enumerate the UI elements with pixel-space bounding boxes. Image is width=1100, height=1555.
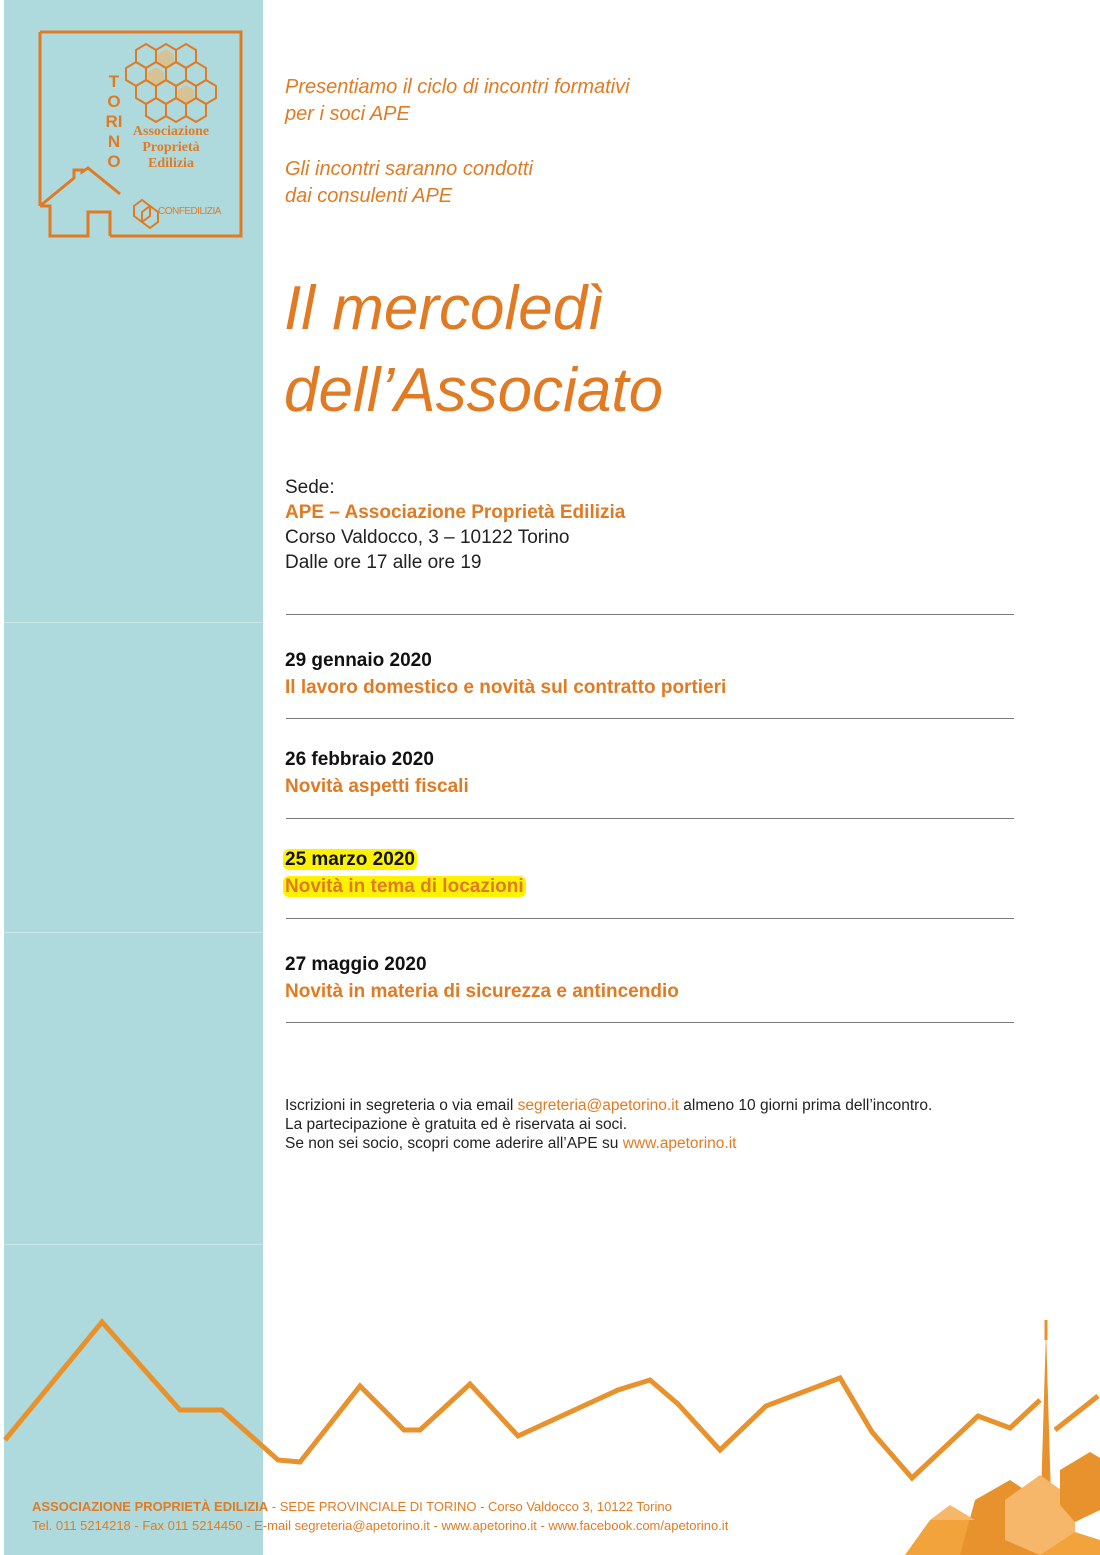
venue-org: APE – Associazione Proprietà Edilizia [285,502,626,523]
registration-notes [285,1096,945,1153]
note-line: La partecipazione è gratuita ed è riservata ai soci. [285,1116,628,1133]
event-topic: Novità in materia di sicurezza e antincendio [285,981,679,1002]
intro-line: per i soci APE [285,103,410,125]
logo-org-text [108,124,234,172]
event-topic: Novità in tema di locazioni [285,876,524,897]
note-text: Iscrizioni in segreteria o via email [285,1097,518,1114]
intro-text [285,156,533,210]
event-date: 29 gennaio 2020 [285,650,432,671]
intro-line: dai consulenti APE [285,185,453,207]
title-line: Il mercoledì [284,274,605,343]
footer-address: - SEDE PROVINCIALE DI TORINO - Corso Valdocco 3, 10122 Torino [268,1499,672,1514]
intro-text [285,74,630,128]
event-topic: Novità aspetti fiscali [285,776,469,797]
page-title [284,268,663,432]
divider [286,918,1014,919]
event-date: 27 maggio 2020 [285,954,427,975]
divider [286,718,1014,719]
venue-hours: Dalle ore 17 alle ore 19 [285,552,482,573]
event-topic: Il lavoro domestico e novità sul contratto portieri [285,677,727,698]
event-item [285,951,679,1005]
footer-org: ASSOCIAZIONE PROPRIETÀ EDILIZIA [32,1499,269,1514]
email-link[interactable]: segreteria@apetorino.it [517,1097,679,1114]
event-item [285,746,469,800]
page-footer [32,1497,728,1535]
venue-address: Corso Valdocco, 3 – 10122 Torino [285,527,570,548]
intro-line: Gli incontri saranno condotti [285,158,533,180]
venue-block [285,475,625,575]
logo-partner-text: CONFEDILIZIA [158,206,221,217]
divider [286,614,1014,615]
venue-label: Sede: [285,477,335,498]
divider [286,818,1014,819]
ape-logo [38,30,243,238]
logo-line3: Edilizia [148,156,194,171]
side-band-seam [4,622,263,623]
intro-line: Presentiamo il ciclo di incontri formativi [285,76,630,98]
side-band-seam [4,932,263,933]
event-date: 26 febbraio 2020 [285,749,434,770]
website-link[interactable]: www.apetorino.it [622,1135,737,1152]
note-line [285,1134,945,1153]
note-line [285,1096,945,1115]
note-text: almeno 10 giorni prima dell’incontro. [678,1097,933,1114]
footer-line1 [32,1497,728,1516]
footer-contacts: Tel. 011 5214218 - Fax 011 5214450 - E-mail segreteria@apetorino.it - www.apetorino.it - www.facebook.com/apetorino.it [32,1518,729,1533]
side-band-seam [4,1244,263,1245]
note-text: Se non sei socio, scopri come aderire all’APE su [285,1135,623,1152]
event-item [285,647,726,701]
logo-line2: Proprietà [142,140,200,155]
title-line: dell’Associato [284,356,664,425]
logo-line1: Associazione [132,124,210,139]
divider [286,1022,1014,1023]
event-date: 25 marzo 2020 [285,849,415,870]
logo-city-text: TORINO [105,72,123,171]
event-item-highlighted [285,846,526,900]
